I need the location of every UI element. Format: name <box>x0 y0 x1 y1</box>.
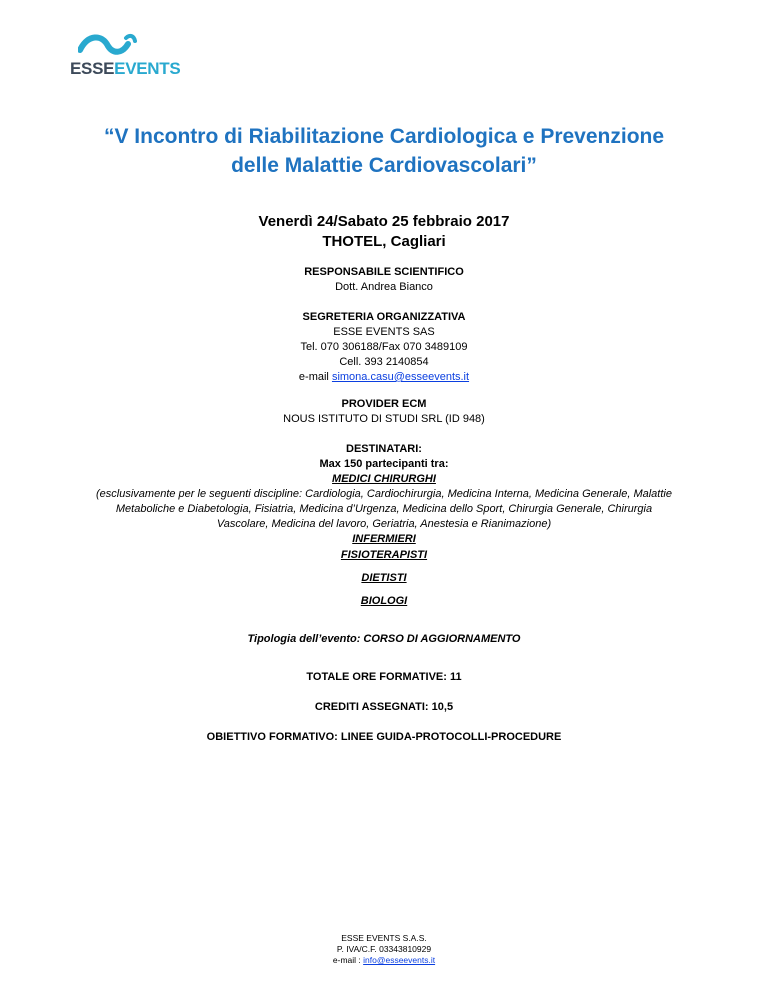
segreteria-phone: Tel. 070 306188/Fax 070 3489109 <box>300 341 468 353</box>
event-date: Venerdì 24/Sabato 25 febbraio 2017 <box>258 213 510 230</box>
event-venue: THOTEL, Cagliari <box>322 233 446 250</box>
discipline-line-3: Vascolare, Medicina del lavoro, Geriatria, Anestesia e Rianimazione) <box>216 518 552 530</box>
provider-section <box>0 397 768 427</box>
title-line-1: “V Incontro di Riabilitazione Cardiologica e Prevenzione <box>103 125 665 148</box>
totale-ore: TOTALE ORE FORMATIVE: 11 <box>306 671 462 683</box>
responsabile-heading: RESPONSABILE SCIENTIFICO <box>304 266 464 278</box>
responsabile-name: Dott. Andrea Bianco <box>335 281 433 293</box>
provider-heading: PROVIDER ECM <box>341 398 427 410</box>
segreteria-heading: SEGRETERIA ORGANIZZATIVA <box>302 311 466 323</box>
provider-name: NOUS ISTITUTO DI STUDI SRL (ID 948) <box>283 413 485 425</box>
segreteria-email-link[interactable]: simona.casu@esseevents.it <box>331 371 470 383</box>
discipline-line-2: Metaboliche e Diabetologia, Fisiatria, Medicina d’Urgenza, Medicina dello Sport, Chirurgia Generale, Chirurgia <box>115 503 653 515</box>
logo-text: ESSEEVENTS <box>70 59 181 78</box>
footer <box>0 933 768 966</box>
footer-email-link[interactable]: info@esseevents.it <box>363 955 436 965</box>
destinatari-max: Max 150 partecipanti tra: <box>319 458 449 470</box>
footer-email-row: e-mail : info@esseevents.it <box>332 955 436 965</box>
crediti-assegnati: CREDITI ASSEGNATI: 10,5 <box>314 701 454 713</box>
discipline-line-1: (esclusivamente per le seguenti discipline: Cardiologia, Cardiochirurgia, Medicina Interna, Medicina Generale, Malattie <box>96 488 672 500</box>
esse-events-logo <box>70 32 200 84</box>
destinatari-infermieri: INFERMIERI <box>352 533 416 545</box>
event-date-venue <box>0 212 768 252</box>
destinatari-fisioterapisti: FISIOTERAPISTI <box>340 549 428 561</box>
title-line-2: delle Malattie Cardiovascolari” <box>231 154 537 177</box>
wave-logo-icon <box>78 32 138 58</box>
destinatari-section <box>0 442 768 547</box>
segreteria-section <box>0 310 768 385</box>
obiettivo-formativo: OBIETTIVO FORMATIVO: LINEE GUIDA-PROTOCOLLI-PROCEDURE <box>206 731 562 743</box>
destinatari-heading: DESTINATARI: <box>346 443 422 455</box>
destinatari-medici: MEDICI CHIRURGHI <box>332 473 436 485</box>
destinatari-biologi: BIOLOGI <box>360 595 408 607</box>
segreteria-email-row: e-mail simona.casu@esseevents.it <box>298 371 470 383</box>
segreteria-company: ESSE EVENTS SAS <box>333 326 435 338</box>
footer-company: ESSE EVENTS S.A.S. <box>341 933 427 943</box>
destinatari-dietisti: DIETISTI <box>361 572 407 584</box>
event-title <box>40 122 728 180</box>
tipologia-evento: Tipologia dell’evento: CORSO DI AGGIORNAMENTO <box>247 633 521 645</box>
footer-piva: P. IVA/C.F. 03343810929 <box>336 944 432 954</box>
segreteria-cell: Cell. 393 2140854 <box>339 356 429 368</box>
responsabile-section <box>0 265 768 295</box>
